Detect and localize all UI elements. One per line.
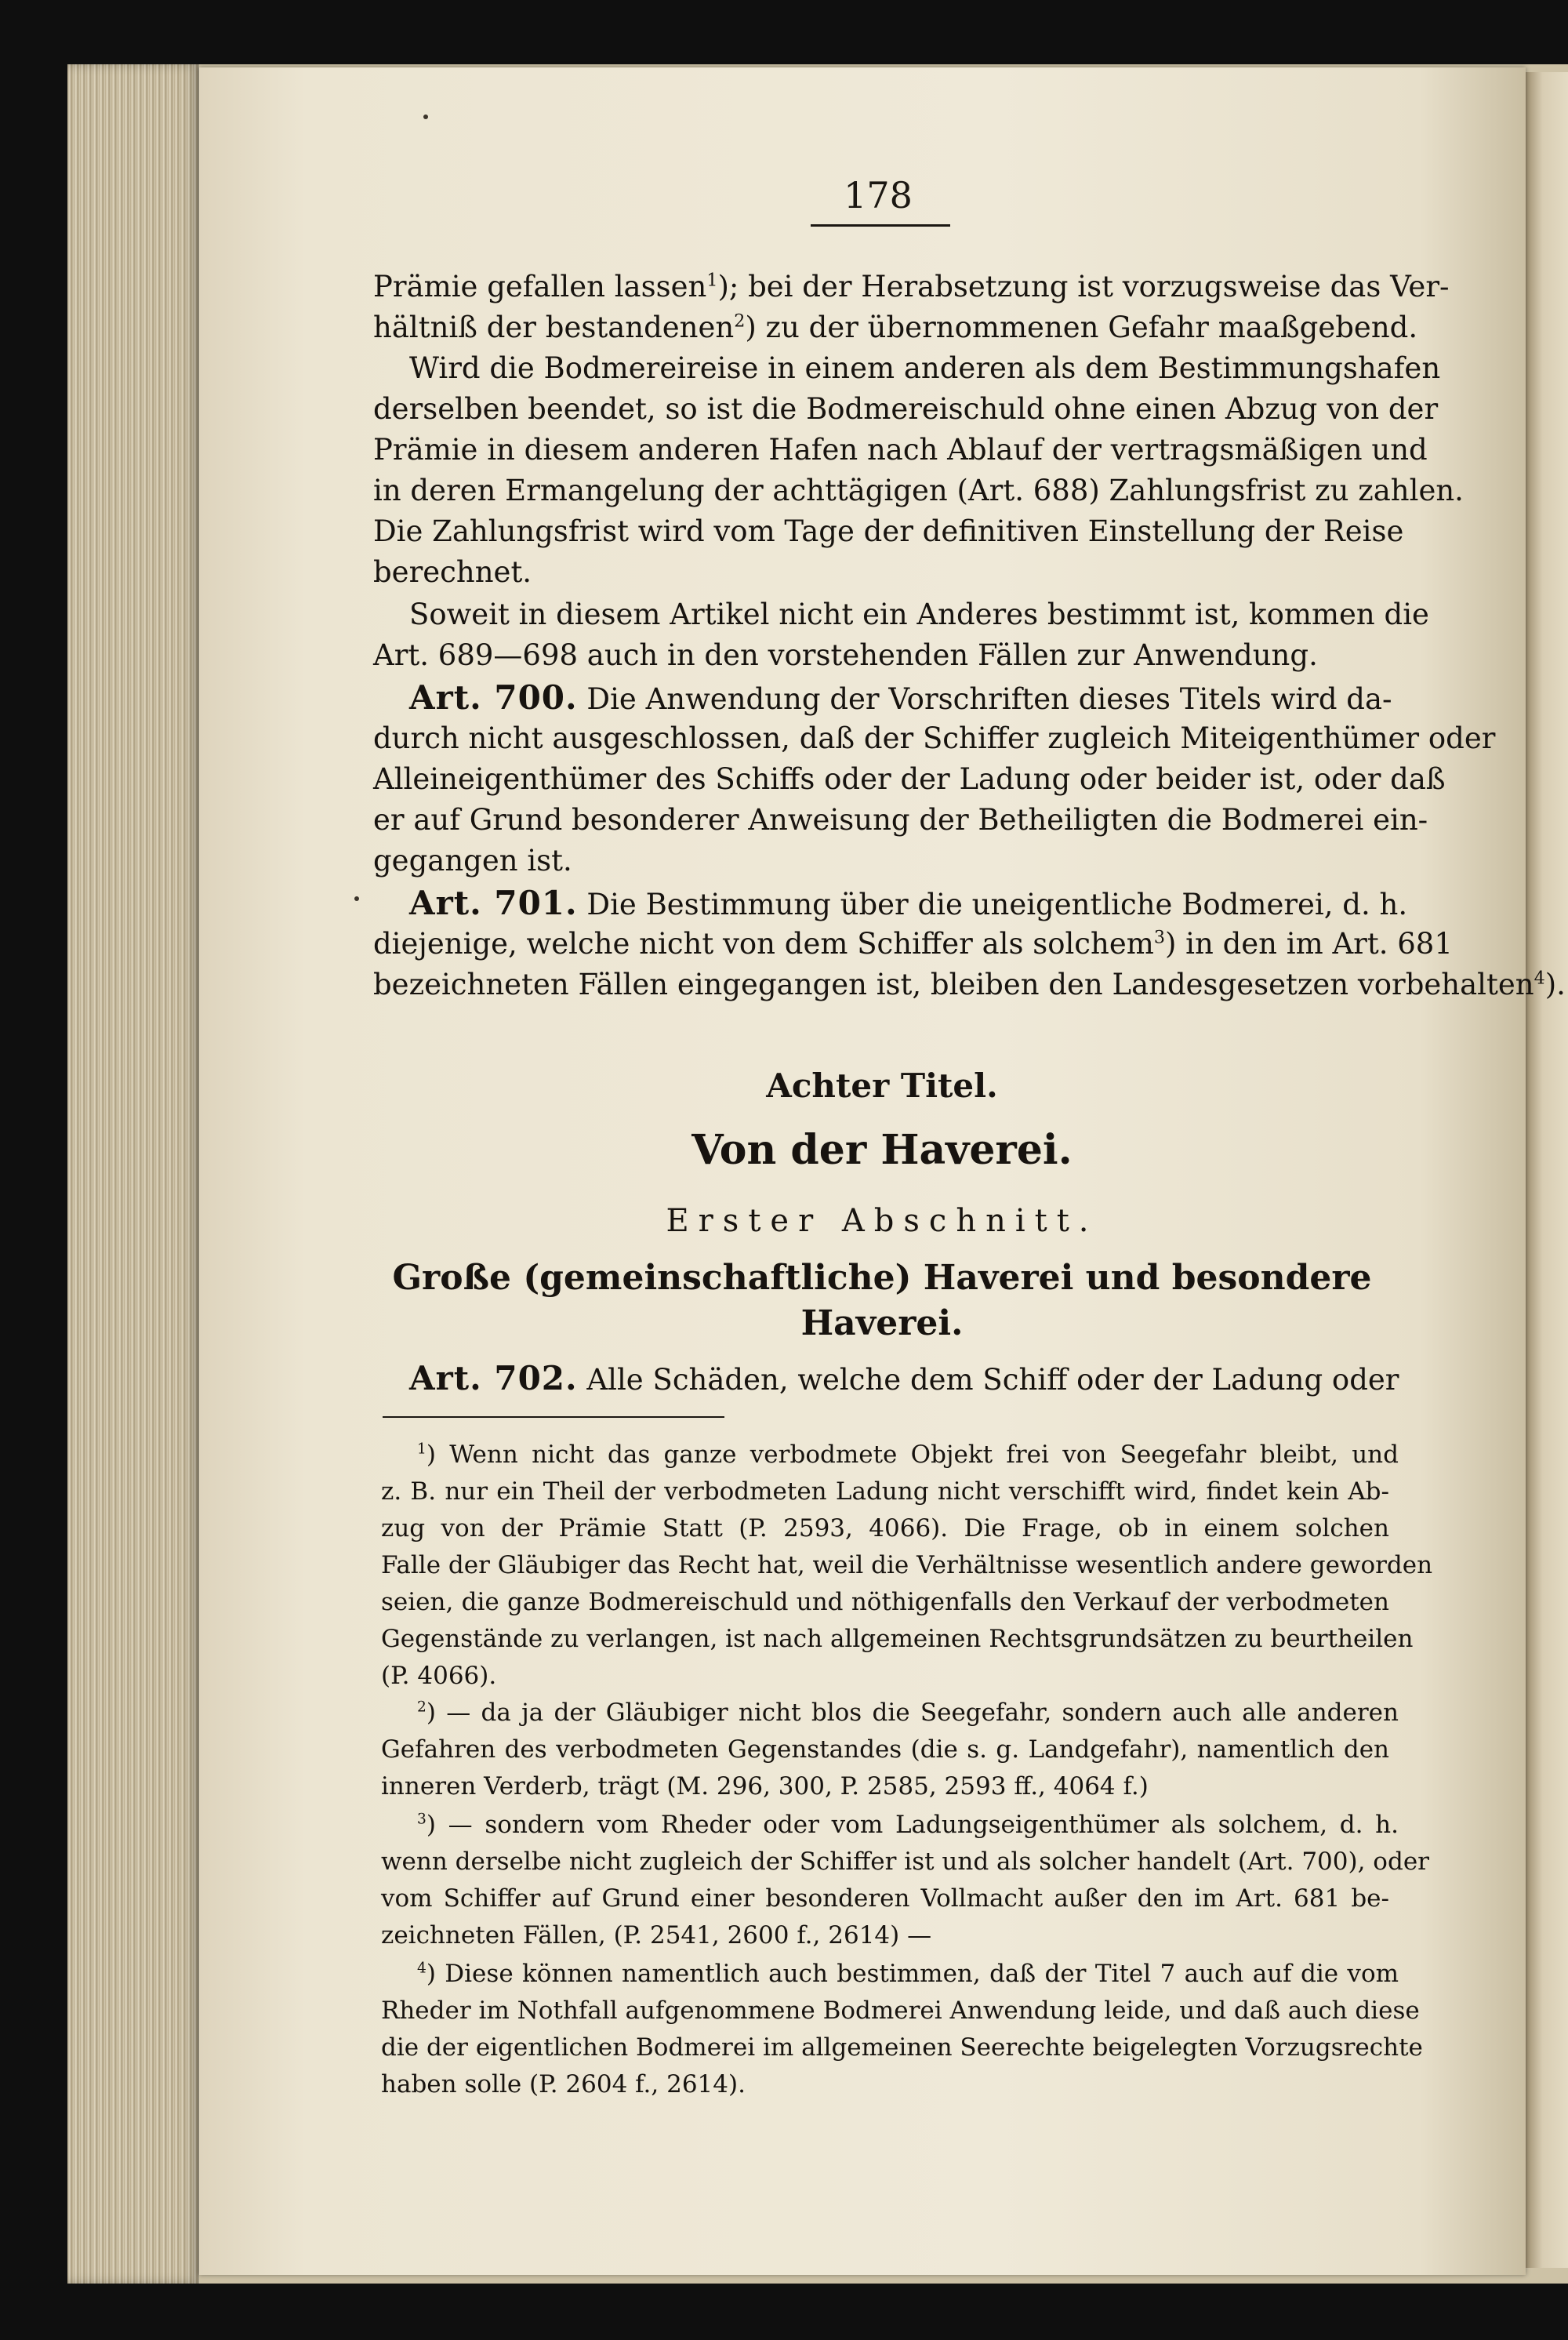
article-701-line: Art. 701. Die Bestimmung über die uneigentliche Bodmerei, d. h. xyxy=(409,884,1408,922)
footnote-line: haben solle (P. 2604 f., 2614). xyxy=(381,2070,746,2098)
text-line: berechnet. xyxy=(373,555,532,589)
footnote-line: Rheder im Nothfall aufgenommene Bodmerei Anwendung leide, und daß auch diese xyxy=(381,1997,1420,2025)
facing-page-edge xyxy=(1526,72,1568,2268)
speck xyxy=(354,896,359,901)
footnote-ref: 4 xyxy=(1534,968,1545,989)
footnote-line: die der eigentlichen Bodmerei im allgemeinen Seerechte beigelegten Vorzugsrechte xyxy=(381,2033,1423,2062)
text-line: Soweit in diesem Artikel nicht ein Anderes bestimmt ist, kommen die xyxy=(409,598,1429,631)
text-line: Prämie gefallen lassen$^1$); bei der Herabsetzung ist vorzugsweise das Ver- xyxy=(373,270,1450,303)
footnote-line: z. B. nur ein Theil der verbodmeten Ladung nicht verschifft wird, findet kein Ab- xyxy=(381,1477,1389,1506)
footnote-ref: 3 xyxy=(1153,927,1165,948)
section-number: Erster Abschnitt. xyxy=(666,1203,1098,1239)
footnote-line: wenn derselbe nicht zugleich der Schiffer ist und als solcher handelt (Art. 700), oder xyxy=(381,1848,1429,1876)
text-line: in deren Ermangelung der achttägigen (Art. 688) Zahlungsfrist zu zahlen. xyxy=(373,474,1464,507)
text-line: bezeichneten Fällen eingegangen ist, bleiben den Landesgesetzen vorbehalten$^4$). xyxy=(373,968,1566,1001)
title-name: Von der Haverei. xyxy=(691,1126,1073,1174)
footnote-ref: 2 xyxy=(734,311,746,332)
text-line: Die Zahlungsfrist wird vom Tage der definitiven Einstellung der Reise xyxy=(373,514,1404,548)
footnote-mark: 1 xyxy=(417,1441,426,1458)
article-700-line: Art. 700. Die Anwendung der Vorschriften dieses Titels wird da- xyxy=(409,678,1392,717)
page-number-rule xyxy=(811,224,950,227)
footnote-line: (P. 4066). xyxy=(381,1662,497,1690)
footnote-line: $^3$) — sondern vom Rheder oder vom Ladungseigenthümer als solchem, d. h. xyxy=(417,1811,1399,1839)
text-line: Alleineigenthümer des Schiffs oder der Ladung oder beider ist, oder daß xyxy=(373,762,1446,796)
title-number: Achter Titel. xyxy=(766,1066,998,1105)
footnote-line: zug von der Prämie Statt (P. 2593, 4066). Die Frage, ob in einem solchen xyxy=(381,1514,1389,1542)
article-702-line: Art. 702. Alle Schäden, welche dem Schiff oder der Ladung oder xyxy=(409,1359,1399,1397)
footnote-mark: 3 xyxy=(417,1811,426,1828)
footnote-line: seien, die ganze Bodmereischuld und nöthigenfalls den Verkauf der verbodmeten xyxy=(381,1588,1389,1616)
footnote-line: $^4$) Diese können namentlich auch bestimmen, daß der Titel 7 auch auf die vom xyxy=(417,1960,1399,1988)
text-line: Wird die Bodmereireise in einem anderen als dem Bestimmungshafen xyxy=(409,351,1441,385)
article-label: Art. 702. xyxy=(409,1359,578,1397)
footnote-line: Gegenstände zu verlangen, ist nach allgemeinen Rechtsgrundsätzen zu beurtheilen xyxy=(381,1625,1414,1653)
footnote-line: Gefahren des verbodmeten Gegenstandes (die s. g. Landgefahr), namentlich den xyxy=(381,1735,1389,1764)
text-line: derselben beendet, so ist die Bodmereischuld ohne einen Abzug von der xyxy=(373,392,1439,426)
text-line: Prämie in diesem anderen Hafen nach Ablauf der vertragsmäßigen und xyxy=(373,433,1428,467)
footnote-separator xyxy=(383,1416,724,1418)
footnote-ref: 1 xyxy=(706,270,718,291)
page-edges xyxy=(67,64,199,2284)
footnote-line: vom Schiffer auf Grund einer besonderen Vollmacht außer den im Art. 681 be- xyxy=(381,1884,1389,1913)
text-line: diejenige, welche nicht von dem Schiffer als solchem$^3$) in den im Art. 681 xyxy=(373,927,1453,961)
text-line: Art. 689—698 auch in den vorstehenden Fällen zur Anwendung. xyxy=(373,638,1318,672)
footnote-mark: 2 xyxy=(417,1699,426,1716)
footnote-line: inneren Verderb, trägt (M. 296, 300, P. 2585, 2593 ff., 4064 f.) xyxy=(381,1772,1149,1800)
footnote-mark: 4 xyxy=(417,1960,426,1977)
text-line: gegangen ist. xyxy=(373,844,572,878)
text-line: er auf Grund besonderer Anweisung der Betheiligten die Bodmerei ein- xyxy=(373,803,1428,837)
footnote-line: $^2$) — da ja der Gläubiger nicht blos die Seegefahr, sondern auch alle anderen xyxy=(417,1699,1399,1727)
text-line: durch nicht ausgeschlossen, daß der Schiffer zugleich Miteigenthümer oder xyxy=(373,721,1496,755)
footnote-line: $^1$) Wenn nicht das ganze verbodmete Objekt frei von Seegefahr bleibt, und xyxy=(417,1441,1399,1469)
section-title-line1: Große (gemeinschaftliche) Haverei und besondere xyxy=(392,1258,1372,1298)
footnote-line: zeichneten Fällen, (P. 2541, 2600 f., 2614) — xyxy=(381,1921,932,1949)
speck xyxy=(423,114,428,119)
article-label: Art. 701. xyxy=(409,884,578,922)
text-line: hältniß der bestandenen$^2$) zu der übernommenen Gefahr maaßgebend. xyxy=(373,311,1418,344)
page-number: 178 xyxy=(844,174,913,216)
footnote-line: Falle der Gläubiger das Recht hat, weil die Verhältnisse wesentlich andere geworden xyxy=(381,1551,1433,1579)
section-title-line2: Haverei. xyxy=(800,1303,964,1343)
article-label: Art. 700. xyxy=(409,678,578,717)
